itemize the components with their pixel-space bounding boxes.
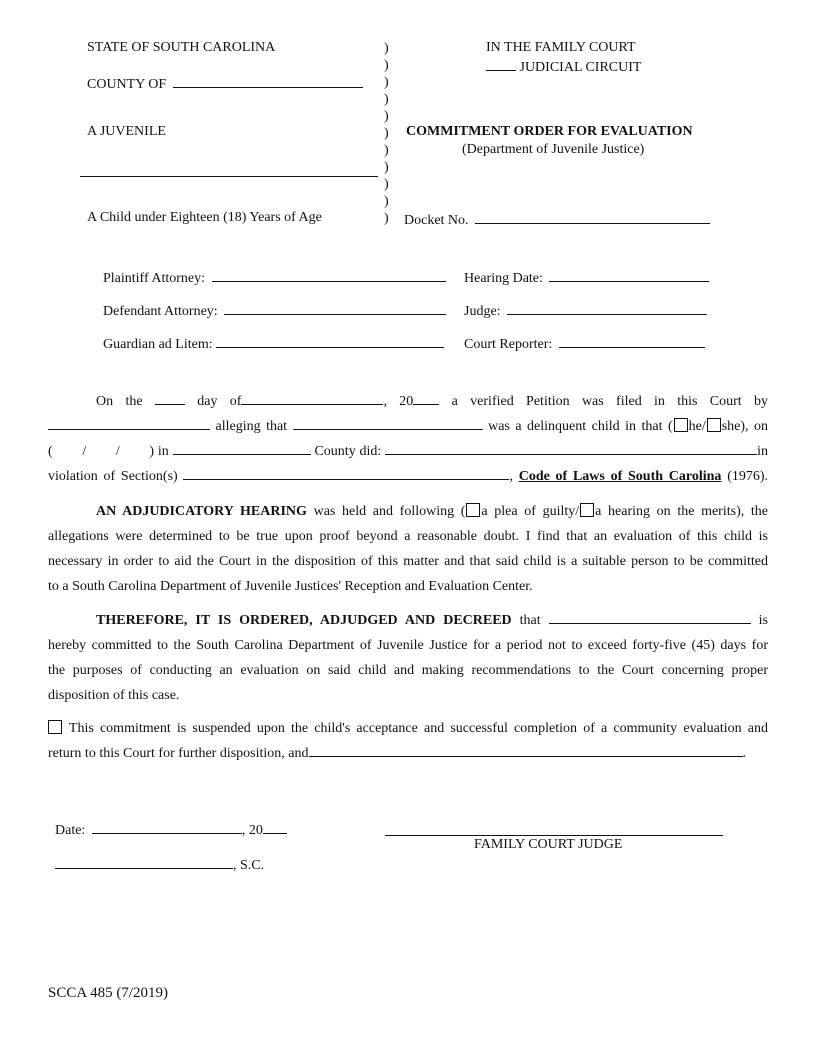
juvenile-label: A JUVENILE bbox=[87, 124, 166, 139]
committed-child-field[interactable] bbox=[549, 610, 751, 624]
return-text: return to this Court for further disposition, and bbox=[48, 746, 309, 761]
county-label bbox=[87, 74, 363, 93]
on-the-text: On the bbox=[96, 394, 143, 409]
date-row bbox=[55, 820, 287, 839]
plaintiff-attorney-field[interactable] bbox=[212, 268, 446, 282]
county-of-text: COUNTY OF bbox=[87, 77, 167, 92]
guardian-field[interactable] bbox=[216, 334, 444, 348]
signing-city-field[interactable] bbox=[55, 855, 233, 869]
suspension-checkbox[interactable] bbox=[48, 720, 62, 734]
separator-mark: ) bbox=[384, 109, 389, 124]
date-open-paren: ( bbox=[48, 444, 53, 459]
date-slash: / bbox=[82, 444, 87, 459]
plea-guilty-text: a plea of guilty/ bbox=[481, 504, 580, 519]
petition-paragraph bbox=[48, 389, 768, 489]
separator-mark: ) bbox=[384, 211, 389, 226]
she-checkbox[interactable] bbox=[707, 418, 721, 432]
petition-line-4: violation of Section(s) , Code of Laws of South Carolina (1976). bbox=[48, 464, 768, 489]
in-text: in bbox=[757, 444, 769, 459]
offense-month-field[interactable] bbox=[57, 441, 79, 455]
judge-row bbox=[464, 301, 707, 320]
petition-line-2 bbox=[48, 414, 768, 439]
document-title: COMMITMENT ORDER FOR EVALUATION bbox=[406, 124, 693, 139]
month-field[interactable] bbox=[241, 391, 383, 405]
separator-mark: ) bbox=[384, 75, 389, 90]
separator-mark: ) bbox=[384, 126, 389, 141]
date-close-in: ) in bbox=[149, 444, 169, 459]
signing-year-field[interactable] bbox=[263, 820, 287, 834]
defendant-attorney-label: Defendant Attorney: bbox=[103, 304, 218, 319]
county-did-text: County did: bbox=[314, 444, 382, 459]
adjudicatory-line-2: allegations were determined to be true upon proof beyond a reasonable doubt. I find that an evaluation of this child is bbox=[48, 529, 768, 544]
hearing-date-field[interactable] bbox=[549, 268, 709, 282]
sc-text: , S.C. bbox=[233, 858, 265, 873]
adjudicatory-line-3: necessary in order to aid the Court in the disposition of this matter and that said child is a suitable person to be committed bbox=[48, 554, 768, 569]
adjudicatory-lead: AN ADJUDICATORY HEARING bbox=[96, 504, 307, 519]
offense-year-field[interactable] bbox=[124, 441, 146, 455]
is-text: is bbox=[758, 613, 769, 628]
hearing-date-row bbox=[464, 268, 709, 287]
alleging-text: alleging that bbox=[215, 419, 288, 434]
violation-text: violation of Section(s) bbox=[48, 469, 178, 484]
he-text: he/ bbox=[688, 419, 706, 434]
suspension-text: This commitment is suspended upon the child's acceptance and successful completion of a community evaluation and bbox=[68, 721, 769, 736]
offense-county-field[interactable] bbox=[173, 441, 311, 455]
offense-description-field[interactable] bbox=[385, 441, 757, 455]
order-line-1 bbox=[48, 608, 768, 633]
section-field[interactable] bbox=[183, 466, 509, 480]
order-line-4: disposition of this case. bbox=[48, 688, 180, 703]
judge-label: Judge: bbox=[464, 304, 501, 319]
signing-date-field[interactable] bbox=[92, 820, 242, 834]
adjudicatory-line-4: to a South Carolina Department of Juvenile Justices' Reception and Evaluation Center. bbox=[48, 579, 533, 594]
separator-mark: ) bbox=[384, 194, 389, 209]
docket-label bbox=[404, 210, 710, 229]
day-of-text: day of bbox=[197, 394, 242, 409]
that-text: that bbox=[519, 613, 541, 628]
circuit-label bbox=[486, 57, 641, 76]
signing-year-prefix: , 20 bbox=[241, 823, 263, 838]
judge-field[interactable] bbox=[507, 301, 707, 315]
docket-text: Docket No. bbox=[404, 213, 469, 228]
hearing-merits-text: a hearing on the merits), the bbox=[595, 504, 768, 519]
separator-mark: ) bbox=[384, 160, 389, 175]
suspension-paragraph bbox=[48, 716, 768, 766]
judge-signature-line[interactable] bbox=[385, 835, 723, 836]
separator-mark: ) bbox=[384, 92, 389, 107]
state-label: STATE OF SOUTH CAROLINA bbox=[87, 40, 276, 55]
petition-line-3 bbox=[48, 439, 768, 464]
day-field[interactable] bbox=[155, 391, 185, 405]
suspension-line-2 bbox=[48, 741, 768, 766]
guardian-row bbox=[103, 334, 444, 353]
following-text: was held and following ( bbox=[313, 504, 466, 519]
separator-mark: ) bbox=[384, 143, 389, 158]
delinquent-text: was a delinquent child in that ( bbox=[488, 419, 673, 434]
offense-day-field[interactable] bbox=[90, 441, 112, 455]
date-label: Date: bbox=[55, 823, 86, 838]
caption-separator bbox=[384, 40, 394, 227]
year-field[interactable] bbox=[413, 391, 439, 405]
order-line-2: hereby committed to the South Carolina Department of Juvenile Justice for a period not to exceed forty-five (45) days for bbox=[48, 638, 768, 653]
plea-guilty-checkbox[interactable] bbox=[466, 503, 480, 517]
she-text: she), on bbox=[721, 419, 769, 434]
guardian-label: Guardian ad Litem: bbox=[103, 337, 213, 352]
defendant-attorney-field[interactable] bbox=[224, 301, 446, 315]
court-reporter-label: Court Reporter: bbox=[464, 337, 553, 352]
court-reporter-field[interactable] bbox=[559, 334, 705, 348]
child-note: A Child under Eighteen (18) Years of Age bbox=[87, 210, 322, 225]
year-prefix: , 20 bbox=[383, 394, 414, 409]
plaintiff-attorney-label: Plaintiff Attorney: bbox=[103, 271, 206, 286]
document-subtitle: (Department of Juvenile Justice) bbox=[462, 142, 645, 157]
county-field[interactable] bbox=[173, 74, 363, 88]
defendant-attorney-row bbox=[103, 301, 446, 320]
location-row bbox=[55, 855, 264, 874]
separator-mark: ) bbox=[384, 41, 389, 56]
separator-mark: ) bbox=[384, 177, 389, 192]
hearing-date-label: Hearing Date: bbox=[464, 271, 543, 286]
he-checkbox[interactable] bbox=[674, 418, 688, 432]
date-slash: / bbox=[115, 444, 120, 459]
further-disposition-field[interactable] bbox=[309, 743, 743, 757]
order-line-3: the purposes of conducting an evaluation on said child and making recommendations to the Court concerning proper bbox=[48, 663, 768, 678]
separator-mark: ) bbox=[384, 58, 389, 73]
court-label: IN THE FAMILY COURT bbox=[486, 40, 636, 55]
family-court-judge-label: FAMILY COURT JUDGE bbox=[474, 837, 623, 852]
suspension-line-1 bbox=[48, 716, 768, 741]
juvenile-name-field[interactable] bbox=[80, 176, 378, 177]
adjudicatory-paragraph bbox=[48, 499, 768, 599]
petition-line-1 bbox=[48, 389, 768, 414]
petitioner-field[interactable] bbox=[48, 416, 210, 430]
judicial-circuit-text: JUDICIAL CIRCUIT bbox=[519, 60, 642, 75]
order-lead: THEREFORE, IT IS ORDERED, ADJUDGED AND DECREED bbox=[96, 613, 512, 628]
petition-text: a verified Petition was filed in this Court by bbox=[451, 394, 769, 409]
plaintiff-attorney-row bbox=[103, 268, 446, 287]
circuit-number-field[interactable] bbox=[486, 57, 516, 71]
code-of-laws-text: Code of Laws of South Carolina bbox=[518, 469, 722, 484]
order-paragraph bbox=[48, 608, 768, 708]
court-reporter-row bbox=[464, 334, 705, 353]
code-year-text: (1976). bbox=[727, 469, 769, 484]
suspension-period: . bbox=[742, 746, 747, 761]
child-name-field[interactable] bbox=[293, 416, 483, 430]
docket-number-field[interactable] bbox=[475, 210, 710, 224]
form-id: SCCA 485 (7/2019) bbox=[48, 985, 169, 1001]
adjudicatory-line-1 bbox=[48, 499, 768, 524]
hearing-merits-checkbox[interactable] bbox=[580, 503, 594, 517]
